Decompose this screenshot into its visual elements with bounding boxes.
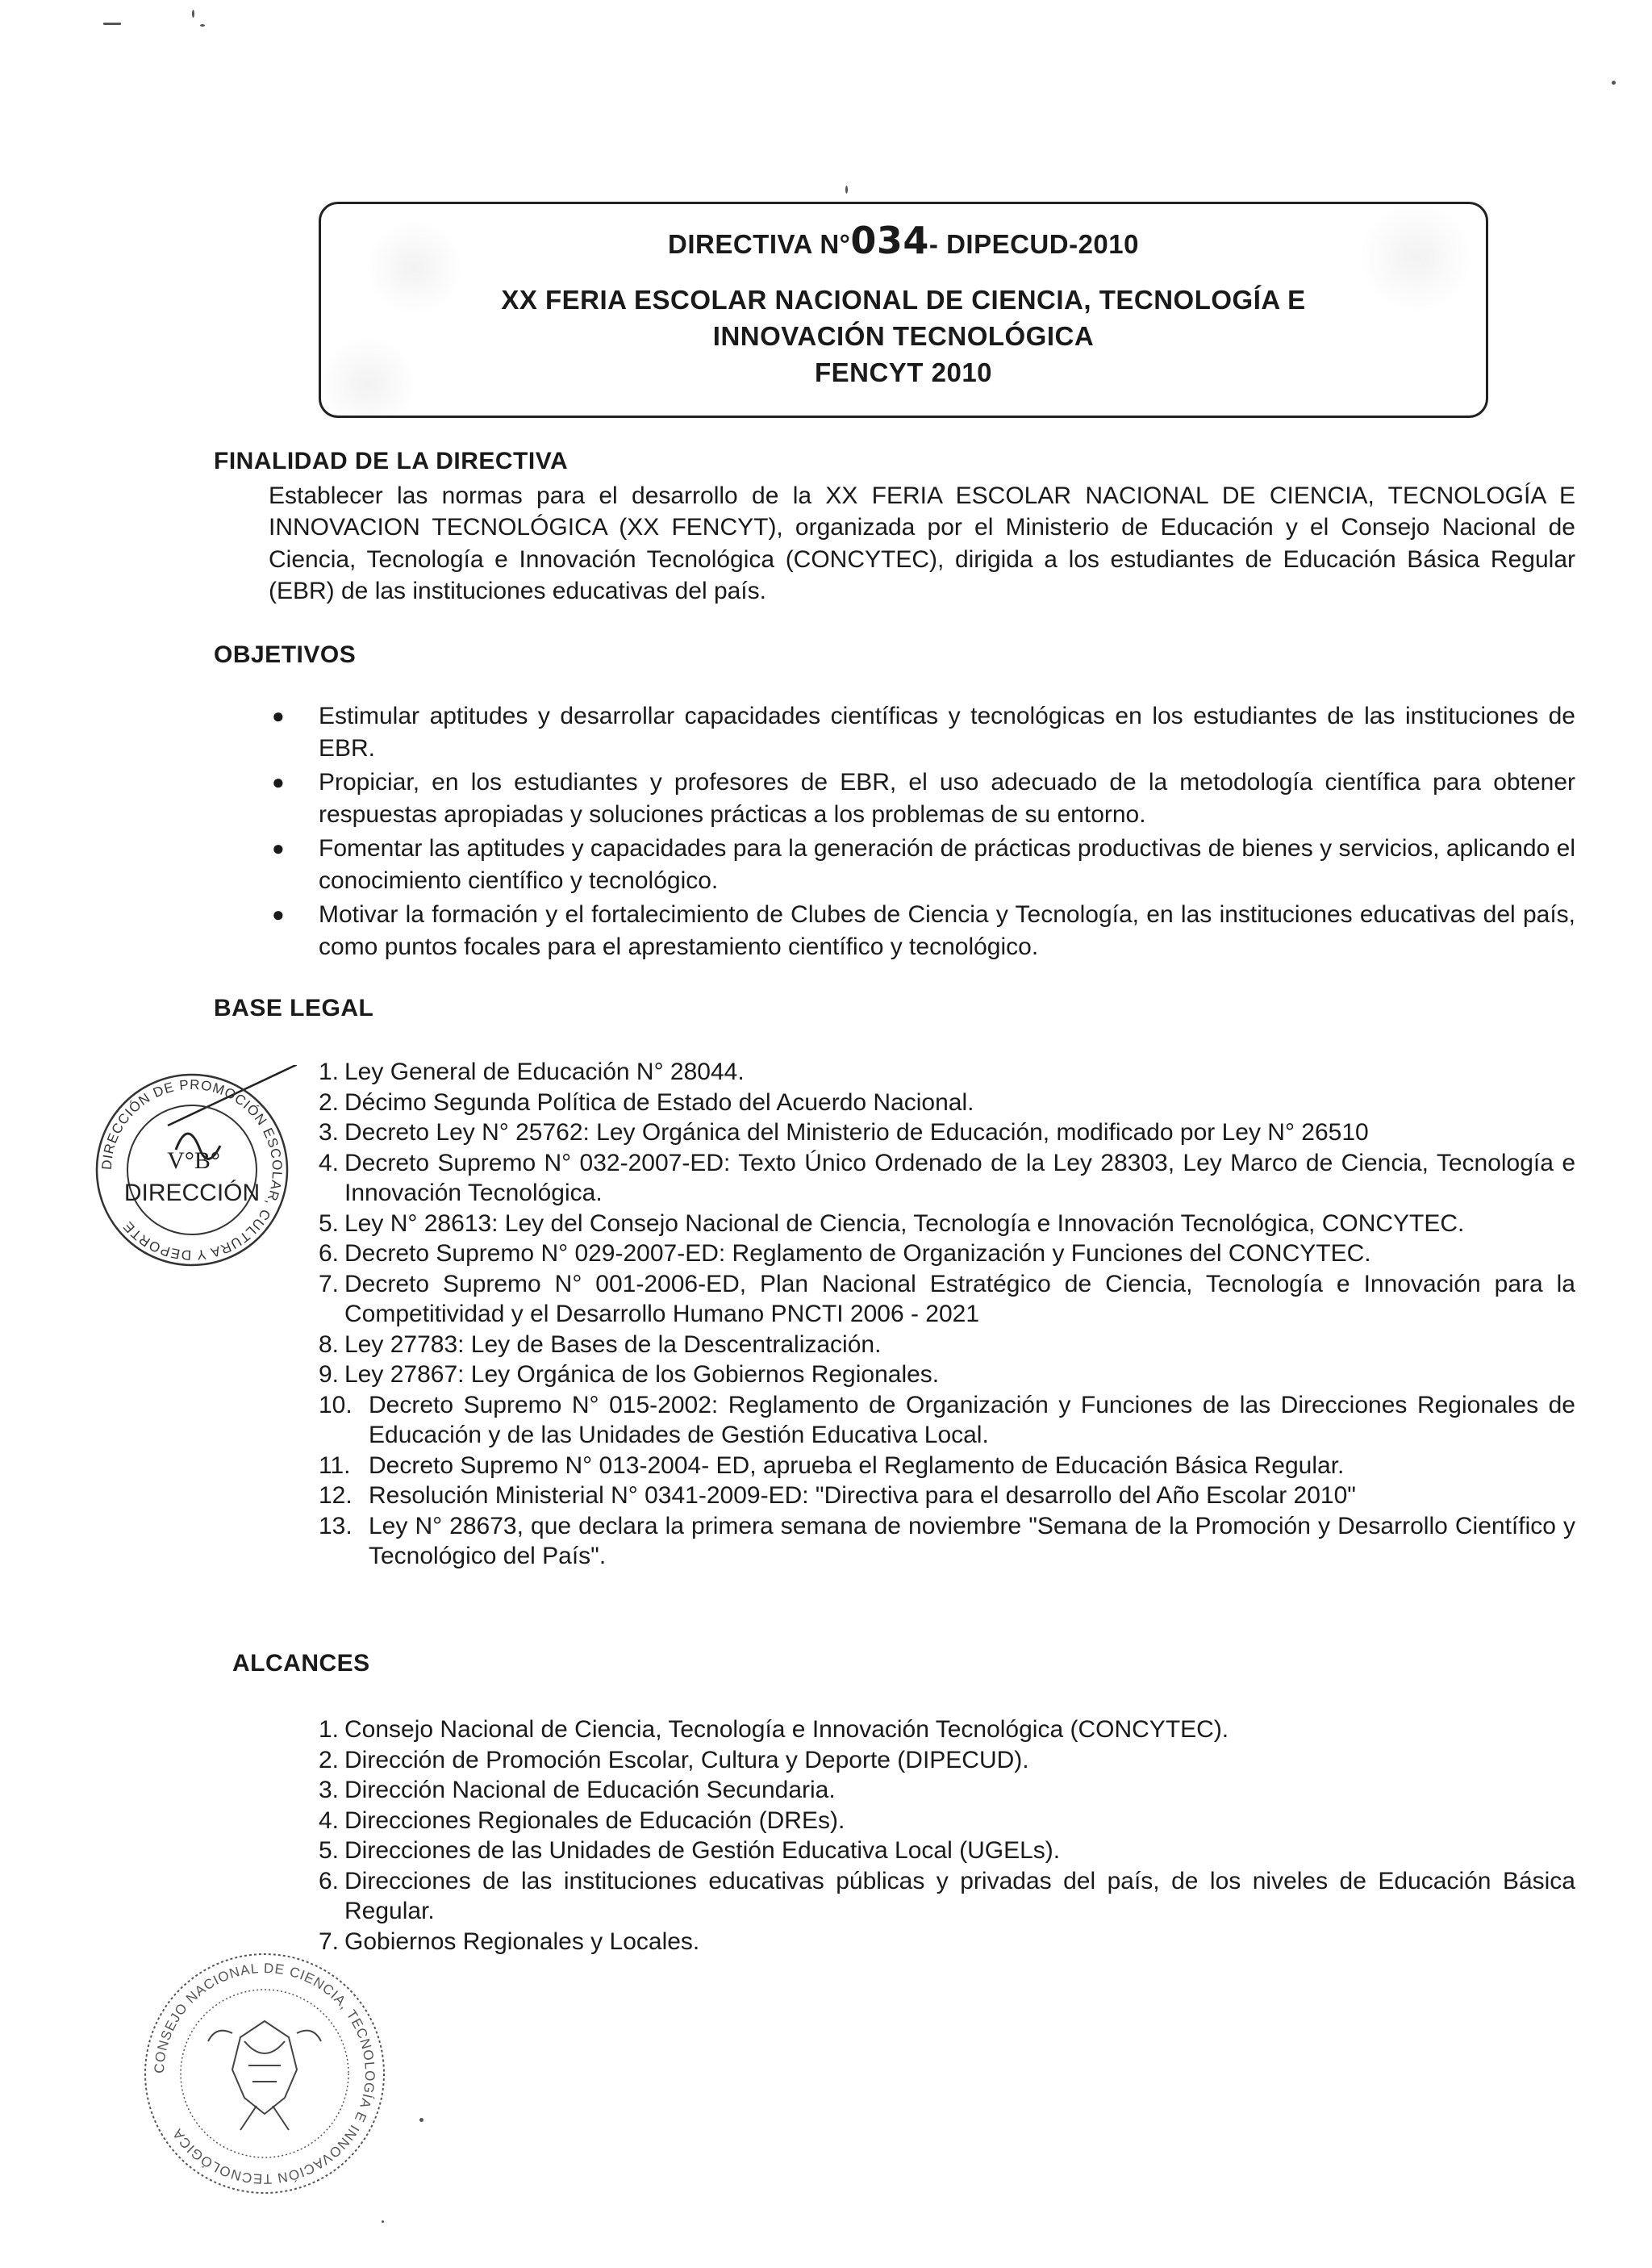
finalidad-paragraph: Establecer las normas para el desarrollo de la XX FERIA ESCOLAR NACIONAL DE CIENCIA, TECNOLOGÍA E INNOVACION TECNOLÓGICA (XX FENCYT), organizada por el Ministerio de Educación y el Consejo Nacional de Ciencia, Tecnología e Innovación Tecnológica (CONCYTEC), dirigida a los estudiantes de Educación Básica Regular (EBR) de las instituciones educativas del país. [269,482,1575,604]
item-number: 10. [319,1391,353,1418]
item-number: 9. [319,1361,340,1388]
item-text: Ley N° 28673, que declara la primera semana de noviembre "Semana de la Promoción y Desarrollo Científico y Tecnológico del País". [369,1512,1575,1569]
concytec-stamp [136,1944,394,2203]
alcance-item [319,1866,1575,1927]
objetivo-text: Propiciar, en los estudiantes y profesores de EBR, el uso adecuado de la metodología científica para obtener respuestas apropiadas y soluciones prácticas a los problemas de su entorno. [319,769,1575,828]
directive-header-box [319,202,1488,418]
item-text: Décimo Segunda Política de Estado del Acuerdo Nacional. [344,1088,974,1116]
item-number: 3. [319,1777,340,1803]
base-legal-item [319,1148,1575,1209]
item-number: 11. [319,1451,351,1479]
item-number: 1. [319,1716,340,1743]
directive-title-line-1: XX FERIA ESCOLAR NACIONAL DE CIENCIA, TECNOLOGÍA E [501,285,1306,315]
alcance-item [319,1745,1575,1776]
base-legal-item [319,1209,1575,1239]
bullet-icon: ● [272,836,285,860]
alcance-item [319,1775,1575,1806]
base-legal-item [319,1451,1575,1481]
item-text: Decreto Supremo N° 001-2006-ED, Plan Nacional Estratégico de Ciencia, Tecnología e Innovación para la Competitividad y el Desarrollo Humano PNCTI 2006 - 2021 [344,1270,1575,1327]
svg-text:CONSEJO NACIONAL DE CIENCIA, T [152,1961,378,2187]
item-text: Ley 27783: Ley de Bases de la Descentralización. [344,1330,882,1358]
base-legal-item [319,1481,1575,1511]
objetivo-item [269,833,1575,896]
base-legal-item [319,1269,1575,1330]
direccion-stamp-graphic [87,1065,297,1275]
item-text: Decreto Ley N° 25762: Ley Orgánica del Ministerio de Educación, modificado por Ley N° 26510 [344,1119,1369,1146]
bullet-icon: ● [272,704,285,728]
direccion-stamp-vobo: V°B° [167,1147,220,1174]
directive-number-handwritten: 034 [850,219,929,262]
base-legal-item [319,1330,1575,1360]
section-title-base-legal: BASE LEGAL [214,995,374,1021]
base-legal-item [319,1238,1575,1269]
item-text: Decreto Supremo N° 015-2002: Reglamento de Organización y Funciones de las Direcciones Regionales de Educación y de las Unidades de Gestión Educativa Local. [369,1391,1575,1448]
scan-speck [200,24,205,27]
item-number: 12. [319,1482,353,1509]
alcance-item [319,1836,1575,1866]
base-legal-item [319,1088,1575,1118]
objetivo-text: Fomentar las aptitudes y capacidades para la generación de prácticas productivas de bienes y servicios, aplicando el conocimiento científico y tecnológico. [319,835,1575,894]
scan-speck [103,23,121,25]
directive-prefix: DIRECTIVA N° [668,229,851,259]
item-text: Direcciones de las instituciones educativas públicas y privadas del país, de los niveles de Educación Básica Regular. [344,1867,1575,1924]
item-text: Consejo Nacional de Ciencia, Tecnología e Innovación Tecnológica (CONCYTEC). [344,1716,1229,1743]
item-text: Gobiernos Regionales y Locales. [344,1928,700,1955]
objetivo-item [269,899,1575,963]
directive-suffix: - DIPECUD-2010 [928,229,1139,259]
concytec-stamp-graphic [136,1944,394,2203]
directive-number-line [321,219,1486,262]
coat-of-arms-icon [208,2021,321,2130]
item-text: Decreto Supremo N° 029-2007-ED: Reglamento de Organización y Funciones del CONCYTEC. [344,1240,1371,1267]
section-title-finalidad: FINALIDAD DE LA DIRECTIVA [214,448,569,474]
directive-title-line-3: FENCYT 2010 [814,357,993,387]
base-legal-item [319,1057,1575,1088]
item-number: 3. [319,1119,340,1146]
item-text: Ley N° 28613: Ley del Consejo Nacional de Ciencia, Tecnología e Innovación Tecnológica, CONCYTEC. [344,1209,1465,1237]
objetivo-text: Motivar la formación y el fortalecimiento de Clubes de Ciencia y Tecnología, en las instituciones educativas del país, como puntos focales para el aprestamiento científico y tecnológico. [319,901,1575,960]
section-title-alcances: ALCANCES [232,1650,370,1677]
base-legal-item [319,1390,1575,1451]
base-legal-item [319,1360,1575,1390]
bullet-icon: ● [272,770,285,794]
item-text: Resolución Ministerial N° 0341-2009-ED: "Directiva para el desarrollo del Año Escolar 2010" [369,1482,1356,1509]
item-text: Dirección Nacional de Educación Secundaria. [344,1777,836,1803]
item-text: Decreto Supremo N° 013-2004- ED, aprueba el Reglamento de Educación Básica Regular. [369,1451,1345,1479]
item-text: Decreto Supremo N° 032-2007-ED: Texto Único Ordenado de la Ley 28303, Ley Marco de Ciencia, Tecnología e Innovación Tecnológica. [344,1149,1575,1206]
item-number: 1. [319,1059,340,1085]
item-number: 5. [319,1209,340,1237]
section-title-objetivos: OBJETIVOS [214,641,357,668]
alcance-item [319,1715,1575,1745]
item-number: 8. [319,1330,340,1358]
scan-speck [419,2118,423,2122]
alcance-item [319,1927,1575,1957]
item-number: 2. [319,1088,340,1116]
scan-speck [382,2220,384,2223]
item-text: Ley 27867: Ley Orgánica de los Gobiernos Regionales. [344,1361,940,1388]
item-text: Dirección de Promoción Escolar, Cultura y Deporte (DIPECUD). [344,1746,1029,1773]
alcance-item [319,1806,1575,1836]
item-text: Ley General de Educación N° 28044. [344,1059,745,1085]
item-text: Direcciones Regionales de Educación (DREs). [344,1806,845,1834]
scan-speck [845,186,848,194]
item-number: 13. [319,1512,353,1539]
base-legal-item [319,1117,1575,1148]
objetivo-text: Estimular aptitudes y desarrollar capacidades científicas y tecnológicas en los estudiantes de las instituciones de EBR. [319,703,1575,762]
item-number: 6. [319,1867,340,1894]
direccion-stamp [87,1065,297,1275]
item-number: 7. [319,1928,340,1955]
item-number: 5. [319,1837,340,1864]
directive-title-line-2: INNOVACIÓN TECNOLÓGICA [712,321,1095,351]
scan-speck [1612,81,1616,85]
item-number: 2. [319,1746,340,1773]
base-legal-item [319,1511,1575,1572]
item-number: 4. [319,1149,340,1176]
bullet-icon: ● [272,902,285,926]
item-text: Direcciones de las Unidades de Gestión Educativa Local (UGELs). [344,1837,1061,1864]
objetivo-item [269,766,1575,830]
item-number: 7. [319,1270,340,1297]
concytec-stamp-ring-text: CONSEJO NACIONAL DE CIENCIA, TECNOLOGÍA E INNOVACIÓN TECNOLÓGICA [151,1960,378,2187]
scan-speck [192,10,194,18]
direccion-stamp-direccion: DIRECCIÓN [123,1180,261,1206]
item-number: 6. [319,1240,340,1267]
objetivos-list [269,700,1575,965]
item-number: 4. [319,1806,340,1834]
direccion-stamp-ring-text: DIRECCIÓN DE PROMOCIÓN ESCOLAR, CULTURA Y DEPORTE [98,1076,286,1263]
objetivo-item [269,700,1575,764]
alcances-list [319,1715,1575,1957]
base-legal-list [319,1057,1575,1572]
